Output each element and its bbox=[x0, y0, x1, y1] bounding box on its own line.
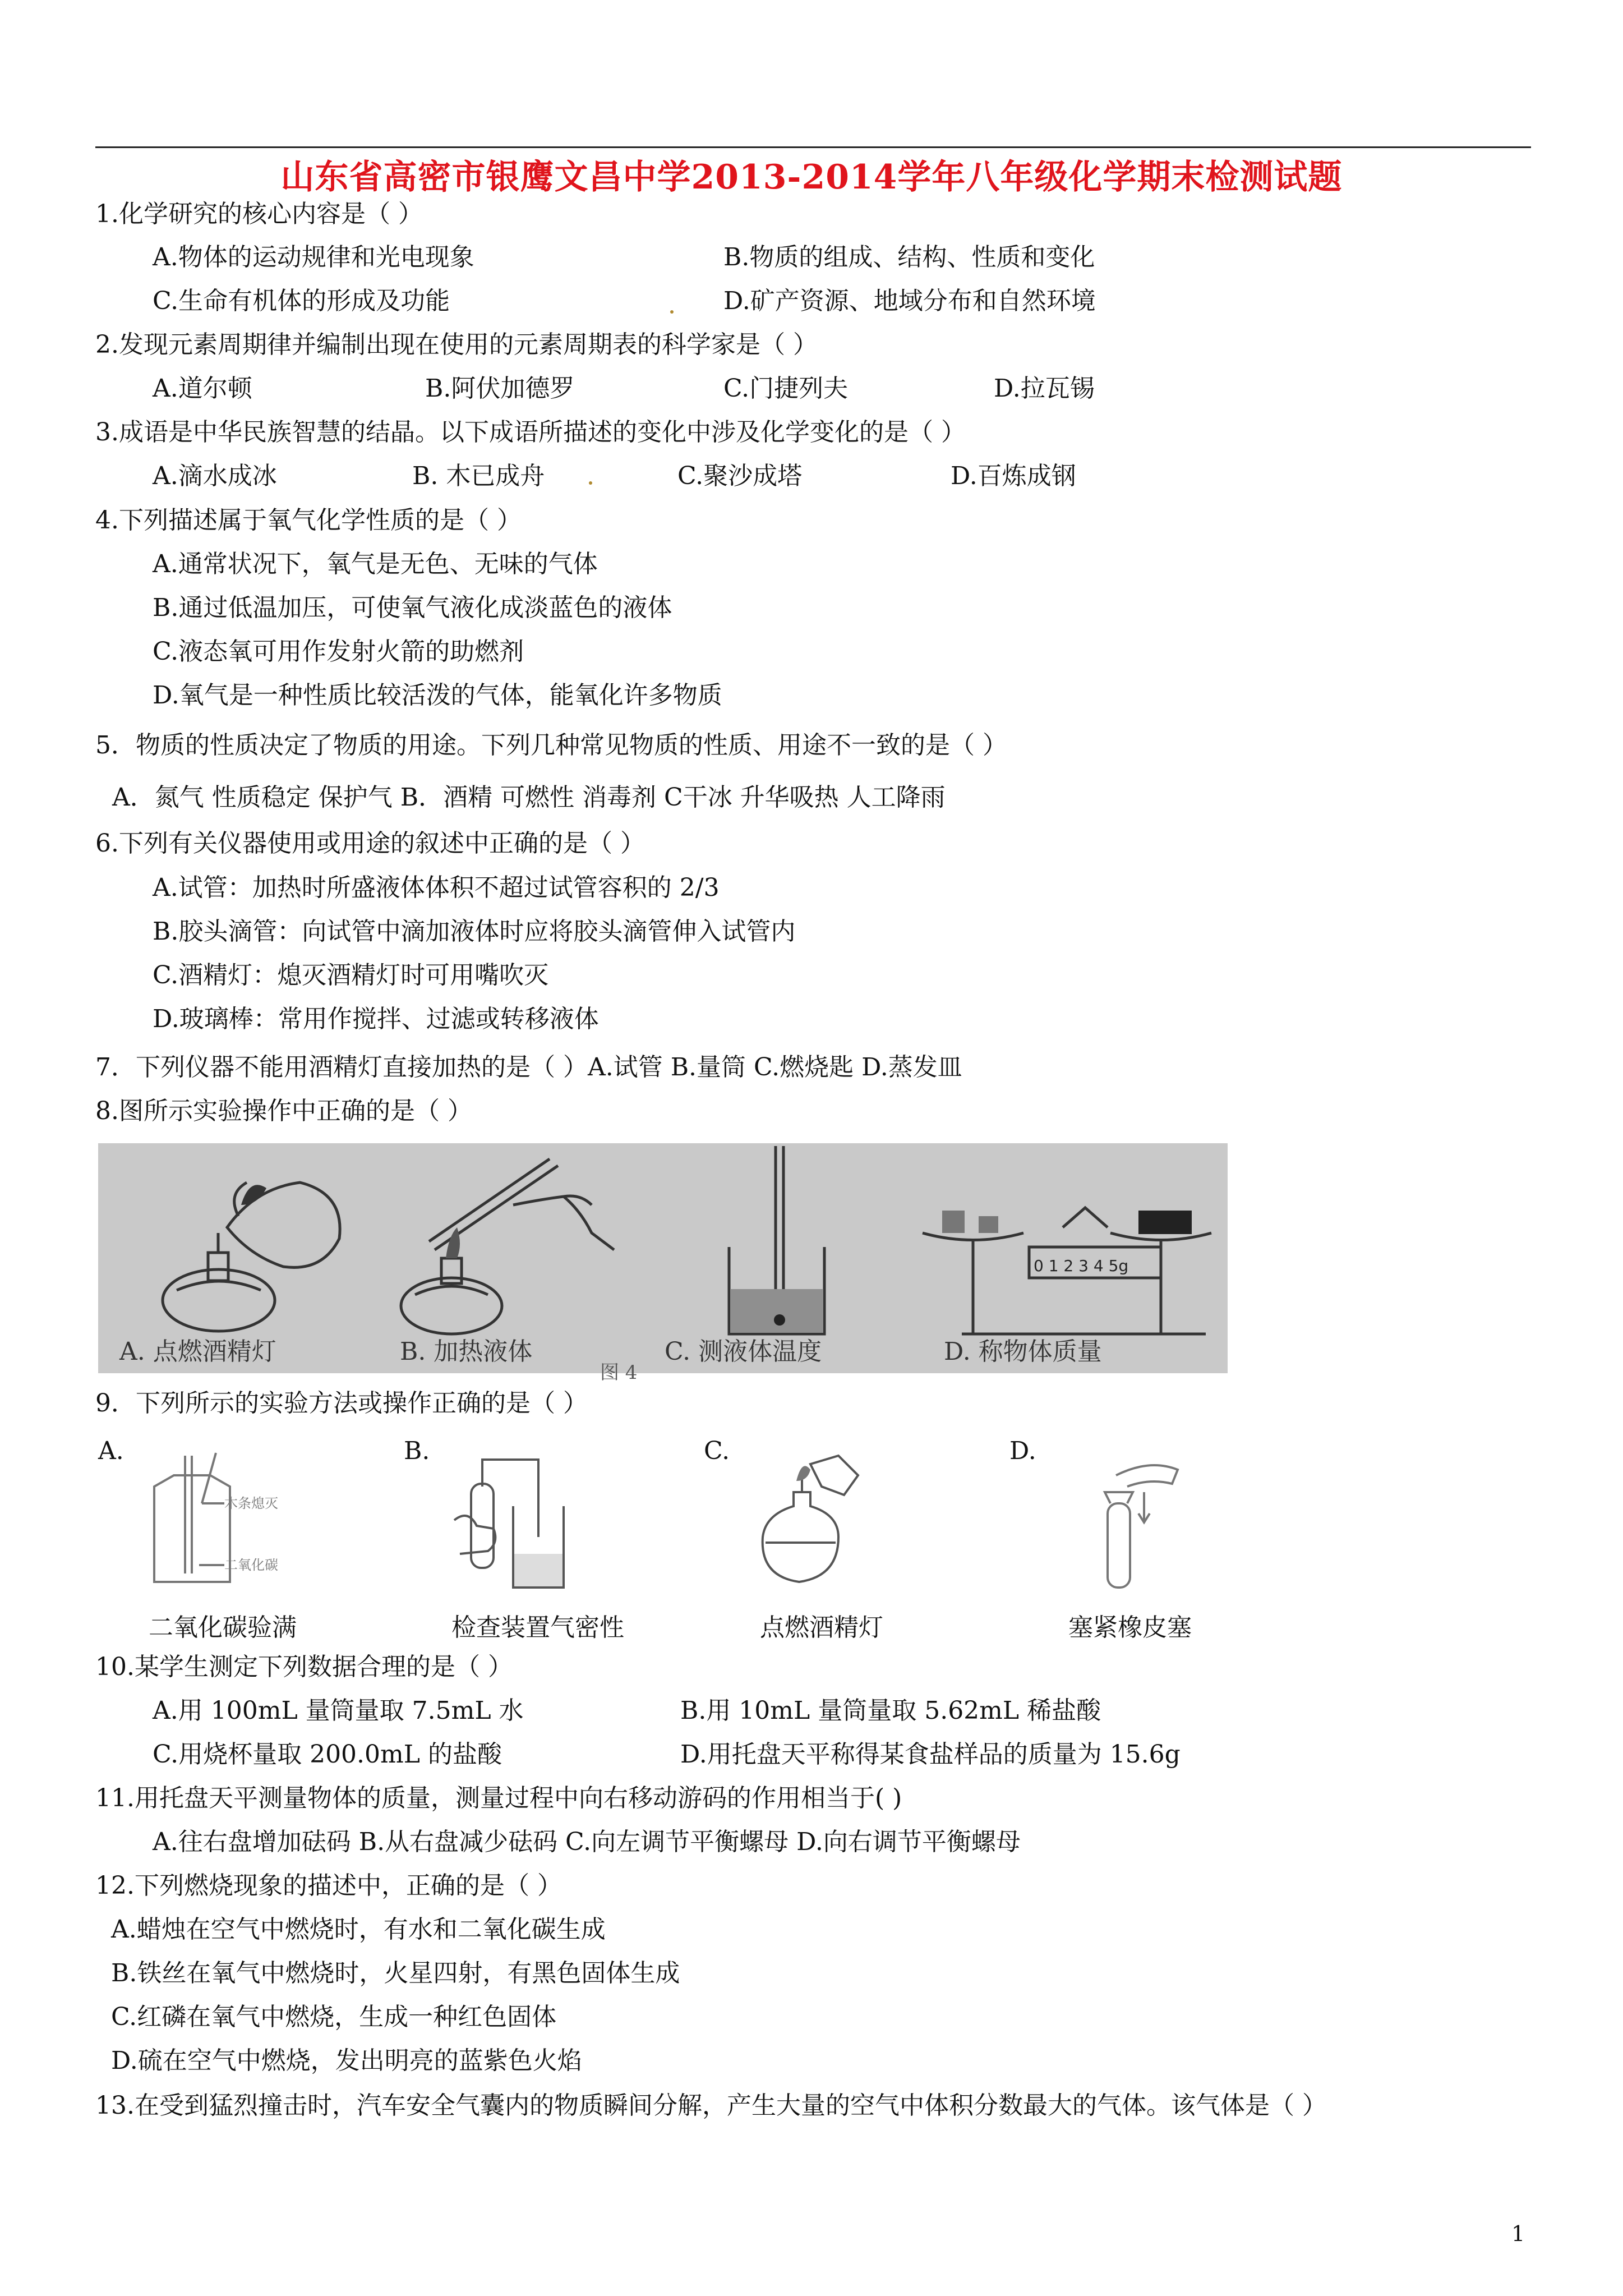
question-3: 3.成语是中华民族智慧的结晶。以下成语所描述的变化中涉及化学变化的是（ ） bbox=[95, 418, 966, 447]
q10-option-c: C.用烧杯量取 200.0mL 的盐酸 bbox=[153, 1740, 502, 1769]
question-5: 5．物质的性质决定了物质的用途。下列几种常见物质的性质、用途不一致的是（ ） bbox=[95, 731, 1007, 760]
q10-option-d: D.用托盘天平称得某食盐样品的质量为 15.6g bbox=[680, 1740, 1181, 1769]
a-label-2: 二氧化碳 bbox=[224, 1557, 278, 1573]
gas-bottle-icon bbox=[140, 1453, 325, 1593]
q9-letter-b: B. bbox=[404, 1437, 430, 1465]
q9-caption-c: 点燃酒精灯 bbox=[760, 1613, 883, 1642]
rubber-stopper-icon bbox=[1060, 1453, 1195, 1599]
q8-caption-d: D. 称物体质量 bbox=[944, 1337, 1102, 1366]
q9-letter-a: A. bbox=[98, 1437, 124, 1465]
scan-speck bbox=[670, 310, 674, 314]
question-9: 9．下列所示的实验方法或操作正确的是（ ） bbox=[95, 1389, 588, 1418]
q1-option-b: B.物质的组成、结构、性质和变化 bbox=[723, 243, 1095, 272]
page-title: 山东省高密市银鹰文昌中学2013-2014学年八年级化学期末检测试题 bbox=[280, 158, 1343, 197]
page-number: 1 bbox=[1511, 2221, 1525, 2246]
q11-options: A.往右盘增加砝码 B.从右盘减少砝码 C.向左调节平衡螺母 D.向右调节平衡螺母 bbox=[153, 1828, 1021, 1856]
q9-caption-d: 塞紧橡皮塞 bbox=[1068, 1613, 1192, 1642]
q8-caption-c: C. 测液体温度 bbox=[665, 1337, 822, 1366]
q6-option-d: D.玻璃棒：常用作搅拌、过滤或转移液体 bbox=[153, 1005, 599, 1033]
a-label-1: 木条熄灭 bbox=[224, 1496, 278, 1511]
q4-option-c: C.液态氧可用作发射火箭的助燃剂 bbox=[153, 637, 524, 666]
q12-option-d: D.硫在空气中燃烧，发出明亮的蓝紫色火焰 bbox=[111, 2046, 582, 2075]
q12-option-c: C.红磷在氧气中燃烧，生成一种红色固体 bbox=[111, 2003, 557, 2031]
question-12: 12.下列燃烧现象的描述中，正确的是（ ） bbox=[95, 1871, 562, 1900]
q2-option-b: B.阿伏加德罗 bbox=[425, 374, 575, 403]
q6-option-b: B.胶头滴管：向试管中滴加液体时应将胶头滴管伸入试管内 bbox=[153, 917, 796, 946]
q9-letter-d: D. bbox=[1009, 1437, 1036, 1465]
q8-caption-a: A. 点燃酒精灯 bbox=[119, 1337, 276, 1366]
q8-caption-b: B. 加热液体 bbox=[400, 1337, 533, 1366]
airtightness-setup-icon bbox=[443, 1453, 578, 1599]
scan-speck bbox=[589, 481, 592, 485]
question-10: 10.某学生测定下列数据合理的是（ ） bbox=[95, 1653, 513, 1681]
q2-option-c: C.门捷列夫 bbox=[723, 374, 849, 403]
q9-letter-c: C. bbox=[704, 1437, 730, 1465]
alcohol-lamp-icon bbox=[163, 1182, 340, 1331]
question-6: 6.下列有关仪器使用或用途的叙述中正确的是（ ） bbox=[95, 829, 645, 858]
q10-option-a: A.用 100mL 量筒量取 7.5mL 水 bbox=[153, 1696, 524, 1725]
q6-option-c: C.酒精灯：熄灭酒精灯时可用嘴吹灭 bbox=[153, 961, 549, 990]
question-2: 2.发现元素周期律并编制出现在使用的元素周期表的科学家是（ ） bbox=[95, 330, 818, 359]
q1-option-c: C.生命有机体的形成及功能 bbox=[153, 287, 450, 315]
q9-caption-b: 检查装置气密性 bbox=[451, 1613, 624, 1642]
lit-alcohol-lamp-icon bbox=[749, 1453, 883, 1599]
q4-option-b: B.通过低温加压，可使氧气液化成淡蓝色的液体 bbox=[153, 593, 672, 622]
q9-caption-a: 二氧化碳验满 bbox=[149, 1613, 297, 1642]
q10-option-b: B.用 10mL 量筒量取 5.62mL 稀盐酸 bbox=[680, 1696, 1101, 1725]
q12-option-a: A.蜡烛在空气中燃烧时，有水和二氧化碳生成 bbox=[111, 1915, 606, 1944]
q3-option-c: C.聚沙成塔 bbox=[677, 462, 803, 490]
test-tube-heating-icon bbox=[401, 1159, 614, 1334]
question-1: 1.化学研究的核心内容是（ ） bbox=[95, 200, 423, 228]
q5-options: A．氮气 性质稳定 保护气 B．酒精 可燃性 消毒剂 C干冰 升华吸热 人工降雨 bbox=[112, 783, 946, 812]
scale-ticks: 0 1 2 3 4 5g bbox=[1034, 1257, 1129, 1275]
q8-figure-number: 图 4 bbox=[600, 1361, 638, 1384]
q3-option-b: B. 木已成舟 bbox=[412, 462, 545, 490]
question-11: 11.用托盘天平测量物体的质量，测量过程中向右移动游码的作用相当于( ) bbox=[95, 1784, 902, 1812]
question-8: 8.图所示实验操作中正确的是（ ） bbox=[95, 1097, 472, 1125]
q1-option-a: A.物体的运动规律和光电现象 bbox=[153, 243, 474, 272]
header-rule bbox=[95, 146, 1531, 148]
q3-option-d: D.百炼成钢 bbox=[951, 462, 1076, 490]
q2-option-a: A.道尔顿 bbox=[153, 374, 252, 403]
question-7: 7．下列仪器不能用酒精灯直接加热的是（ ）A.试管 B.量筒 C.燃烧匙 D.蒸发皿 bbox=[95, 1053, 962, 1082]
q6-option-a: A.试管：加热时所盛液体体积不超过试管容积的 2/3 bbox=[153, 873, 720, 902]
q4-option-d: D.氧气是一种性质比较活泼的气体，能氧化许多物质 bbox=[153, 681, 722, 710]
q4-option-a: A.通常状况下，氧气是无色、无味的气体 bbox=[153, 550, 598, 578]
q2-option-d: D.拉瓦锡 bbox=[994, 374, 1095, 403]
q12-option-b: B.铁丝在氧气中燃烧时，火星四射，有黑色固体生成 bbox=[111, 1959, 680, 1987]
q3-option-a: A.滴水成冰 bbox=[153, 462, 277, 490]
question-4: 4.下列描述属于氧气化学性质的是（ ） bbox=[95, 506, 522, 535]
question-13: 13.在受到猛烈撞击时，汽车安全气囊内的物质瞬间分解，产生大量的空气中体积分数最大的气体。该气体是（ ） bbox=[95, 2091, 1327, 2120]
q1-option-d: D.矿产资源、地域分布和自然环境 bbox=[723, 287, 1096, 315]
